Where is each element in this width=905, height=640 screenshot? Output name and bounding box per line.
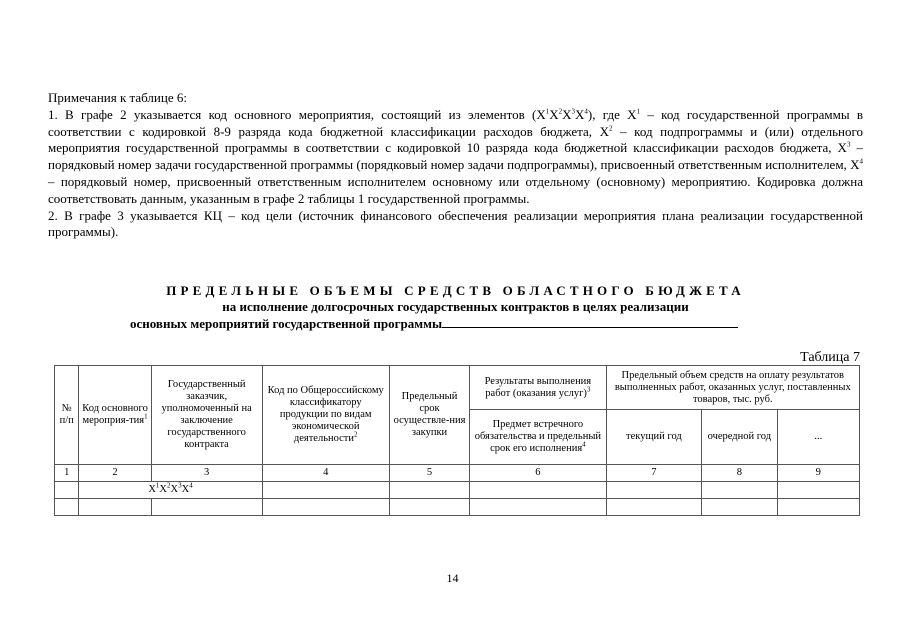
header-code bbox=[79, 366, 151, 465]
superscript: 4 bbox=[189, 481, 193, 490]
superscript: 3 bbox=[178, 481, 182, 490]
table-cell bbox=[389, 482, 469, 499]
header-results-text: Результаты выполнения работ (оказания услуг) bbox=[484, 375, 592, 399]
table-cell bbox=[470, 482, 606, 499]
table-cell bbox=[262, 482, 389, 499]
note-text: – порядковый номер задачи государственной программы (порядковый номер задачи подпрограммы), присвоенный ответственным исполнителем, X bbox=[48, 140, 863, 173]
blank-line bbox=[442, 315, 738, 328]
superscript: 4 bbox=[584, 107, 588, 116]
title-line-1: ПРЕДЕЛЬНЫЕ ОБЪЕМЫ СРЕДСТВ ОБЛАСТНОГО БЮДЖЕТА bbox=[166, 283, 745, 298]
table-cell bbox=[389, 499, 469, 516]
col-number: 5 bbox=[389, 465, 469, 482]
header-term: Предельный срок осуществле-ния закупки bbox=[389, 366, 469, 465]
table-cell bbox=[151, 499, 262, 516]
page-number: 14 bbox=[446, 571, 459, 585]
superscript: 3 bbox=[571, 107, 576, 116]
note-text: X bbox=[549, 106, 559, 122]
superscript: 1 bbox=[636, 107, 641, 116]
header-code-text: Код основного мероприя-тия bbox=[82, 403, 148, 426]
superscript: 2 bbox=[558, 107, 563, 116]
table-row bbox=[55, 482, 860, 499]
header-row-1 bbox=[55, 366, 860, 410]
superscript: 2 bbox=[167, 481, 171, 490]
table-cell bbox=[777, 499, 860, 516]
col-number: 8 bbox=[702, 465, 777, 482]
superscript: 1 bbox=[155, 481, 160, 490]
superscript: 3 bbox=[846, 141, 851, 150]
table-label: Таблица 7 bbox=[800, 350, 860, 365]
header-results bbox=[470, 366, 606, 410]
superscript: 3 bbox=[586, 385, 591, 393]
column-numbers-row bbox=[55, 465, 860, 482]
superscript: 1 bbox=[545, 107, 550, 116]
notes-section bbox=[48, 90, 863, 241]
code-cell bbox=[79, 482, 262, 499]
note-text: 1. В графе 2 указывается код основного мероприятия, состоящий из элементов (X bbox=[48, 106, 546, 122]
note-item-1 bbox=[48, 107, 863, 208]
table-cell bbox=[702, 482, 777, 499]
limits-table bbox=[54, 365, 860, 516]
table-cell bbox=[55, 482, 79, 499]
code-part: X bbox=[170, 484, 179, 495]
code-part: X bbox=[148, 484, 156, 495]
superscript: 2 bbox=[609, 124, 613, 133]
table-cell bbox=[55, 499, 79, 516]
note-text: X bbox=[562, 106, 572, 122]
superscript: 4 bbox=[859, 157, 863, 166]
superscript: 1 bbox=[144, 412, 148, 421]
note-text: – код подпрограммы и (или) отдельного мероприятия государственной программы в соответствии с кодировкой 10 разряда кода бюджетной классификации расходов бюджета, X bbox=[48, 123, 863, 156]
header-num: № п/п bbox=[55, 366, 79, 465]
header-obligation bbox=[470, 410, 606, 465]
header-customer: Государственный заказчик, уполномоченный на заключение государственного контракта bbox=[151, 366, 262, 465]
table-cell bbox=[606, 482, 702, 499]
col-number: 1 bbox=[55, 465, 79, 482]
header-okpd-text: Код по Общероссийскому классификатору продукции по видам экономической деятельности bbox=[267, 385, 384, 444]
header-limit: Предельный объем средств на оплату результатов выполненных работ, оказанных услуг, поставленных товаров, тыс. руб. bbox=[606, 366, 859, 410]
note-item-2: 2. В графе 3 указывается КЦ – код цели (источник финансового обеспечения реализации мероприятия плана реализации государственной программы). bbox=[48, 207, 863, 240]
col-number: 4 bbox=[262, 465, 389, 482]
table-row bbox=[55, 499, 860, 516]
header-okpd bbox=[262, 366, 389, 465]
col-number: 3 bbox=[151, 465, 262, 482]
table-cell bbox=[606, 499, 702, 516]
header-obligation-text: Предмет встречного обязательства и предельный срок его исполнения bbox=[474, 419, 602, 454]
table-cell bbox=[262, 499, 389, 516]
note-text: – порядковый номер, присвоенный ответственным исполнителем основному или отдельному (основному) мероприятию. Кодировка должна соответствовать данным, указанным в графе 2 таблицы 1 государственной программы. bbox=[48, 173, 863, 206]
note-text: – код государственной программы в соответствии с кодировкой 8-9 разряда кода бюджетной классификации расходов бюджета, X bbox=[48, 106, 863, 139]
table-cell bbox=[777, 482, 860, 499]
col-number: 7 bbox=[606, 465, 702, 482]
title-line-2: на исполнение долгосрочных государственных контрактов в целях реализации bbox=[222, 299, 689, 314]
header-more: ... bbox=[777, 410, 860, 465]
table-cell bbox=[470, 499, 606, 516]
superscript: 2 bbox=[354, 430, 358, 439]
note-text: X bbox=[575, 106, 585, 122]
col-number: 9 bbox=[777, 465, 860, 482]
col-number: 2 bbox=[79, 465, 151, 482]
code-part: X bbox=[181, 484, 190, 495]
table-title bbox=[48, 282, 863, 332]
code-part: X bbox=[159, 484, 167, 495]
table-cell bbox=[702, 499, 777, 516]
header-next-year: очередной год bbox=[702, 410, 777, 465]
notes-heading: Примечания к таблице 6: bbox=[48, 90, 187, 105]
col-number: 6 bbox=[470, 465, 606, 482]
header-current-year: текущий год bbox=[606, 410, 702, 465]
note-text: ), где X bbox=[587, 106, 637, 122]
title-line-3-text: основных мероприятий государственной программы bbox=[130, 316, 443, 331]
superscript: 4 bbox=[582, 440, 586, 449]
title-line-3 bbox=[48, 315, 863, 332]
table-cell bbox=[79, 499, 151, 516]
